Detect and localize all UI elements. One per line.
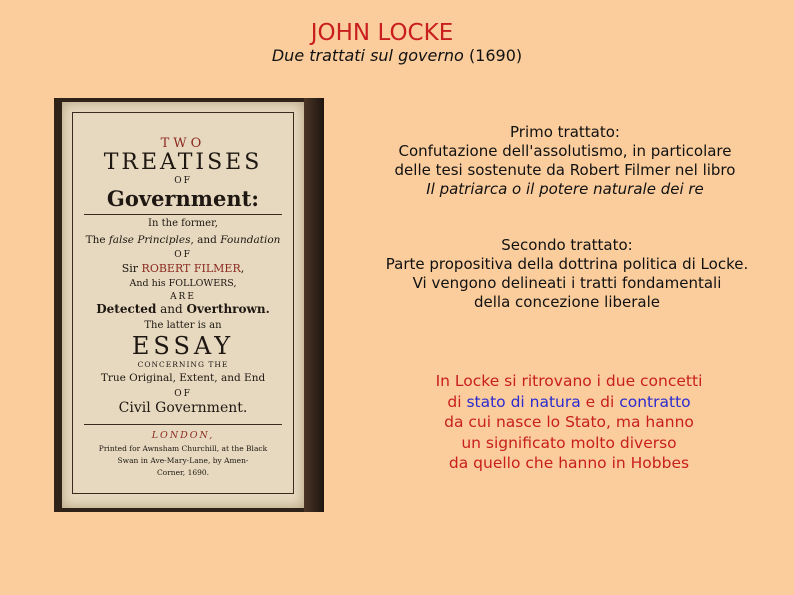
concepts-line: un significato molto diverso: [461, 433, 677, 452]
book-line-are: ARE: [170, 292, 196, 302]
book-line-of-2: OF: [174, 250, 192, 260]
subtitle-work: Due trattati sul governo: [271, 46, 464, 65]
first-treatise-text: [352, 123, 778, 199]
book-line-corner: Corner, 1690.: [156, 468, 210, 477]
page-subtitle: [0, 46, 794, 65]
subtitle-year: (1690): [468, 46, 523, 65]
book-line-in-the-former: In the former,: [148, 218, 218, 229]
book-line-false-principles: The false Principles, and Foundation: [85, 234, 281, 246]
book-line-treatises: TREATISES: [103, 150, 263, 175]
book-line-latter: The latter is an: [144, 320, 222, 331]
term-contract: contratto: [619, 392, 691, 411]
divider-rule-2: [84, 424, 282, 425]
concepts-text: [368, 371, 770, 474]
book-line-london: LONDON,: [151, 430, 215, 441]
book-line-civil-government: Civil Government.: [118, 400, 248, 416]
book-page: [62, 102, 304, 508]
book-line-two: TWO: [160, 136, 206, 151]
book-title-page-image: [54, 98, 324, 512]
book-line-followers: And his FOLLOWERS,: [129, 278, 237, 289]
book-line-of-3: OF: [174, 389, 192, 399]
book-line-printed: Printed for Awnsham Churchill, at the Black: [98, 444, 268, 453]
concepts-line: da cui nasce lo Stato, ma hanno: [444, 413, 694, 431]
book-line-concerning: CONCERNING THE: [137, 360, 229, 369]
second-treatise-heading: Secondo trattato:: [501, 236, 633, 254]
first-treatise-line: delle tesi sostenute da Robert Filmer nel libro: [394, 161, 736, 179]
concepts-line: da quello che hanno in Hobbes: [448, 454, 690, 472]
book-line-essay: ESSAY: [131, 332, 235, 360]
second-treatise-text: [340, 236, 794, 312]
book-line-government: Government:: [106, 186, 260, 211]
book-line-true-original: True Original, Extent, and End: [100, 372, 266, 384]
first-treatise-book-title: Il patriarca o il potere naturale dei re: [426, 180, 704, 198]
first-treatise-line: Confutazione dell'assolutismo, in particolare: [398, 142, 732, 160]
second-treatise-line: Parte propositiva della dottrina politica di Locke.: [385, 255, 749, 273]
book-spine: [304, 98, 324, 512]
second-treatise-line: Vi vengono delineati i tratti fondamentali: [412, 274, 722, 292]
concepts-line-terms: di stato di natura e di contratto: [447, 392, 691, 411]
divider-rule: [84, 214, 282, 215]
concepts-line: In Locke si ritrovano i due concetti: [435, 372, 703, 390]
book-line-detected: Detected and Overthrown.: [96, 302, 270, 316]
book-line-swan: Swan in Ave-Mary-Lane, by Amen-: [117, 456, 249, 465]
second-treatise-line: della concezione liberale: [473, 293, 660, 311]
first-treatise-heading: Primo trattato:: [510, 123, 620, 141]
book-line-filmer: Sir ROBERT FILMER,: [121, 262, 245, 275]
book-line-of-1: OF: [174, 176, 192, 186]
page-title: JOHN LOCKE: [310, 20, 454, 46]
term-state-of-nature: stato di natura: [466, 392, 581, 411]
